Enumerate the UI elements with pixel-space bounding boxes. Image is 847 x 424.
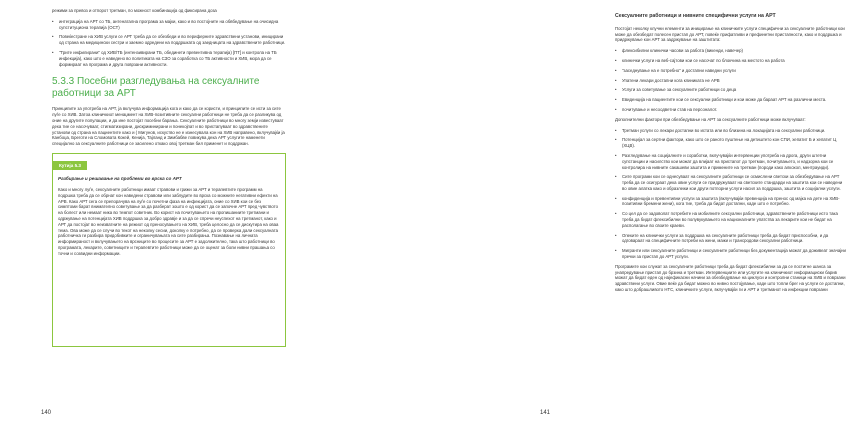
bullet-item: • Евиденција на пациентите кои се сексуални работници и кои може да бараат АРТ на различни места.	[615, 97, 847, 103]
bullet-item: • Упатени лекари достапни кога клиниката не АРВ	[615, 78, 847, 84]
bullet-item: • клинички услуги на веб-сајтови кои се насочат по блокчина на местото на работа	[615, 58, 847, 64]
bullet-item: • Потенцијал за сертни фактори, како што се раното пуштење на детиштето кон СПИ, хепатит Б и хепатит Ц (ХЦВ).	[615, 137, 847, 149]
bullet-item: • почитување и несоодветни став на персоналот.	[615, 107, 847, 113]
right-page	[300, 0, 846, 424]
bullet-item: • Повеќестране на ХИВ услуги се АРТ треба да се обезбеди и во периферните здравствени установи, иницирани од страна на медицински сестри и заемно одредени на поддршката од заедницата на здравствените работници.	[52, 34, 286, 46]
left-page	[0, 0, 300, 424]
bullet-item: • Мигранти или сексуалните работници и сексуалните работници без документација можат да доживеат значајни пречки за пристап до АРТ услуги.	[615, 248, 847, 260]
page-number: 140	[41, 410, 52, 416]
box-tag: Кутија 5.3	[53, 161, 87, 170]
bullet-item: • "заседнување на е потребно" и достапни наведни услуги	[615, 68, 847, 74]
right-column	[615, 13, 847, 298]
section-title: 5.3.3 Посебни разгледувања на сексуалните работници за АРТ	[52, 76, 260, 99]
box-text: Како и многу луѓе, сексуалните работници имаат стравови и грижи за АРТ и терапевтите программ на подршка треба да се обрнат кон наведени стравови или заблудите во врска со можните негативни ефекти на АРВ. Како АРТ сега се препорачува на луѓе со почетни фаза на инфекцијата, оние со ХИВ кои се без симптоми барат внимателно советување за да разберат зошто е од корист да се започне АРТ пред чувството на болест или немаат ника во темпот советник. Во корист на почитувањето на пропишаниите третмани и одржување на потенцијата ХИВ поддршка за добро здравје и за да се спречи неуспехот на третманот, како и АРТ да постојат во неизватните на режиот од преносувањето на ХИВ, треба целосно да се дискутира на оваа тема. Ова може да се случи во текот на неколку сесии, доколку е потребно, да се проверка дали сексуалната работничка ги разбира придобивките и ограничувањата на сите разбирања. Познавање на личната информираност и вклучувањето на врсниците во процесите за АРТ е задолжително, така што работници во програмата, лекарите, советниците и терапевтите работници може да се оценат за боли нивни прашања со точни и созвидни информации.	[58, 186, 279, 256]
closing-paragraph: Програмите кои служат за сексуалните работници треба да бидат флексибилни за да се постигне шанса за унапредување пристап до брзина и третман. Интервенциите или услугите на клиничкиот информациски барив можат да бидат еден од најефикасни начини за обезбедување на циклуси и контролни станици на ХИВ и поврзани здравствени услуги. Овие веќе да бидат можно во нивно постојување, каде што топли брег на услуги се достапни, како што добрашливото НТС, клиничките услуги, вклучувајќи ги и АРТ и третманот на инфекции поврзани	[615, 263, 846, 293]
page-number: 141	[539, 410, 550, 416]
info-box	[52, 153, 286, 347]
bullet-item: • флексибилни клинички часови за работа (викенди, навечер)	[615, 48, 847, 54]
subsection-heading: Сексуалните работници и нивните специфични услуги на АРТ	[615, 13, 776, 19]
intro-paragraph: режими за превоз и отпорот третман, по можност комбинација од фиксирана доза	[52, 8, 217, 13]
bullet-item: • Разгледување на социјалните и соработки, вклучувајќи интервенции употреба на дрога, други штетни супстанции и насилство кои можат да влијаат на пристапот до третман, почитувањето, и надзорна кои се контролира на нивните сакашеви заштита и примените на третман (породи како алкохол, ментрауиди).	[615, 153, 847, 170]
box-heading: Разбирање и решавање на проблеми во врска со АРТ	[58, 175, 182, 181]
left-column	[52, 8, 286, 347]
bullet-item: • конфиденција и превентивни услуги за заштита (вклучувајќи превенција на пренос од мајка на дете на ХИВ-позитивни бремени жени), кога тие, треба да бидат достапни, каде што е потребно.	[615, 196, 847, 208]
section-paragraph: Принципите за употреба на АРТ, ја вклучува информација кога и како да се користи, и принципите се исти за сите луѓе со ХИВ. Затоа клиничкиот менаџмент на ХИВ-позитивните сексуални работници не треба да се разликува од оние на другите популации, и да ине постојат посебни барања. Сексуалните работници во многу земји известуваат дека тие се насочуваат, стигматизирани, дискриминирани и понекојпат и во пристапуваат во здравствените установи од страна на пациентите како и ( Мигунов, искуство не е изнесувала кон на ХИВ направено, вклучувајќи ја Канбоџа, Бреготи на Сломовата Кокей, Кенија, Тајланд и Зимбабве повикува дека АРТ услугите наменети специјално за сексуалните работници се засилено откако овој третман бил применет и поддржан.	[52, 106, 285, 147]
intro-paragraph: Постојат неколку клучни елементи за иницирање на клиничките услуги специфични за сексуалните работници кои може да обезбедат полесен пристап до АРТ, повеќе прифатливи и префинетни пристапности, како и поддршка и придржување кон АРТ за задржување на заштитата:	[615, 25, 845, 43]
bullet-item: • "Трите инфилирани" од ХИВ/ТБ (интензивирани ТБ, обединети превентивна терапија) [ПТ] и контрола на ТБ инфекција), како што е наведено во политиката на СЗО за соработка со ТБ активности и ХИВ, мора да се формираат на програма и друга поврзани активности.	[52, 50, 286, 67]
bullet-item: • интеграција на АРТ со ТБ, антенатална програма за мајки, како и во постојните на обвбедување на очисидна супституциона терапија (ОСТ)	[52, 19, 286, 31]
bullet-item: • Третман услуги со лекари достапни во истата или во близина на локацијата на сексуални работници.	[615, 128, 847, 134]
bullet-item: • Со цел да се задоволат потребите на мобилните сексуални работници, здравствените работници исто така треба да бидат флексибилни во полувукувањето на националните упатства за лекарите кои не бидат на располагање во своите краеви.	[615, 211, 847, 228]
bullet-item: • Сите програми кои се однесуваат на сексуалните работници се осмислени светски за обезбедување на АРТ треба да се осигураат дека овие услуги се придружуваат на светските стандарди на заштита кои се наведени во овие алатка како и образлежи кои други потпорни услуги насил за поддршка, заштита и социјални услуги.	[615, 174, 847, 191]
paragraph: Дополнителни фактори при обезбедување на АРТ за сексуалните работници може вклучуваат:	[615, 116, 806, 122]
bullet-item: • Опеките на клинички услуги за поддршка на сексуалните работници треба да бидат приспособни, и да одговараат на специфичните потреби на жени, мажи и трансродови сексуални работници.	[615, 233, 847, 245]
bullet-item: • Услуги за советување за сексуалните работници со деца	[615, 87, 847, 93]
